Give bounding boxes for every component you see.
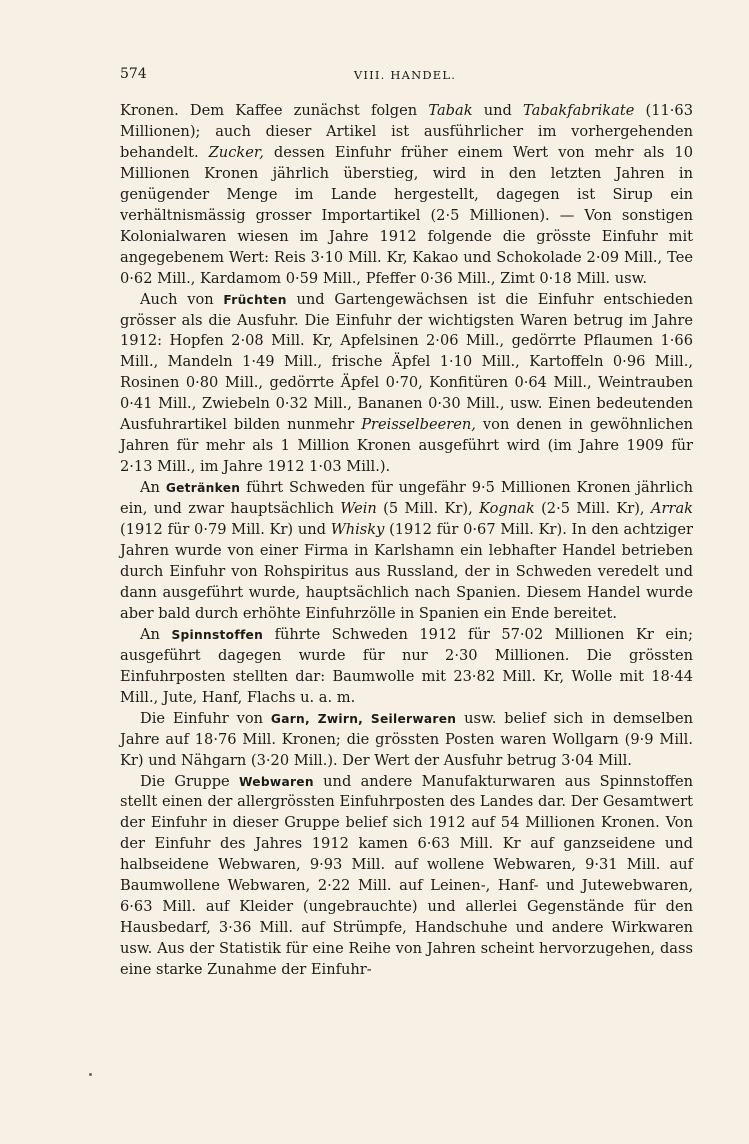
text-run: (11·63 Millionen); auch dieser Artikel ist ausführlicher im vorhergehenden behandelt. <box>120 102 694 161</box>
text-run: und Gartengewächsen ist die Einfuhr entschieden grösser als die Ausfuhr. Die Einfuhr der wichtigsten Waren betrug im Jahre 1912: Hopfen 2·08 Mill. Kr, Apfelsinen 2·06 Mill., gedörrte Pflaumen 1·66 Mill., Mandeln 1·49 Mill., frische Äpfel 1·10 Mill., Kartoffeln 0·96 Mill., Rosinen 0·80 Mill., gedörrte Äpfel 0·70, Konfitüren 0·64 Mill., Weintrauben 0·41 Mill., Zwiebeln 0·32 Mill., Bananen 0·30 Mill., usw. Einen bedeutenden Ausfuhrartikel bilden nunmehr <box>120 290 694 434</box>
emphasis-text: Arrak <box>650 500 693 518</box>
emphasis-text: Preisselbeeren, <box>361 416 476 434</box>
paragraph <box>120 478 693 625</box>
emphasis-text: Tabakfabrikate <box>523 102 635 119</box>
page-header <box>120 66 690 86</box>
text-run: führt Schweden für ungefähr 9·5 Millionen Kronen jährlich ein, und zwar hauptsächlich <box>120 479 693 518</box>
text-run: (1912 für 0·67 Mill. Kr). In den achtziger Jahren wurde von einer Firma in Karlshamn ein lebhafter Handel betrieben durch Einfuhr von Rohspiritus aus Russland, der in Schweden veredelt und dann ausgeführt wurde, hauptsächlich nach Spanien. Diesem Handel wurde aber bald durch erhöhte Einfuhrzölle in Spanien ein Ende bereitet. <box>120 521 693 622</box>
keyword-text: Garn, Zwirn, Seilerwaren <box>270 711 457 726</box>
emphasis-text: Tabak <box>428 102 473 119</box>
paragraph <box>120 290 693 479</box>
text-run: (2·5 Mill. Kr), <box>534 500 651 518</box>
keyword-text: Spinnstoffen <box>171 627 264 642</box>
text-run: Die Gruppe <box>140 772 239 790</box>
text-run: (1912 für 0·79 Mill. Kr) und <box>120 521 331 539</box>
text-run: von denen in gewöhnlichen Jahren für mehr als 1 Million Kronen ausgeführt wird (im Jahre 1909 für 2·13 Mill., im Jahre 1912 1·03 Mill.). <box>120 416 693 476</box>
text-run: usw. belief sich in demselben Jahre auf 18·76 Mill. Kronen; die grössten Posten waren Wollgarn (9·9 Mill. Kr) und Nähgarn (3·20 Mill.). Der Wert der Ausfuhr betrug 3·04 Mill. <box>120 709 693 769</box>
text-run: und andere Manufakturwaren aus Spinnstoffen stellt einen der allergrössten Einfuhrposten des Landes dar. Der Gesamtwert der Einfuhr in dieser Gruppe belief sich 1912 auf 54 Millionen Kronen. Von der Einfuhr des Jahres 1912 kamen 6·63 Mill. Kr auf ganzseidene und halbseidene Webwaren, 9·93 Mill. auf wollene Webwaren, 9·31 Mill. auf Baumwollene Webwaren, 2·22 Mill. auf Leinen-, Hanf- und Jutewebwaren, 6·63 Mill. auf Kleider (ungebrauchte) und allerlei Gegenstände für den Hausbedarf, 3·36 Mill. auf Strümpfe, Handschuhe und andere Wirkwaren usw. Aus der Statistik für eine Reihe von Jahren scheint hervorzugehen, dass eine starke Zunahme der Einfuhr- <box>120 772 693 979</box>
text-run: Die Einfuhr von <box>140 709 271 727</box>
body-text <box>120 101 693 981</box>
keyword-text: Früchten <box>223 292 287 307</box>
emphasis-text: Zucker, <box>208 143 264 161</box>
paragraph <box>120 625 693 709</box>
page-number: 574 <box>120 66 147 82</box>
text-run: führte Schweden 1912 für 57·02 Millionen Kr ein; ausgeführt dagegen wurde für nur 2·30 Millionen. Die grössten Einfuhrposten stellten dar: Baumwolle mit 23·82 Mill. Kr, Wolle mit 18·44 Mill., Jute, Hanf, Flachs u. a. m. <box>120 625 693 706</box>
margin-dot <box>89 1073 92 1076</box>
paragraph <box>120 101 693 290</box>
keyword-text: Webwaren <box>238 774 314 789</box>
emphasis-text: Wein <box>340 500 377 518</box>
text-run: (5 Mill. Kr), <box>376 500 480 518</box>
paragraph <box>120 709 693 772</box>
keyword-text: Getränken <box>165 481 241 496</box>
text-run: An <box>140 625 172 643</box>
running-title: VIII. HANDEL. <box>353 68 457 82</box>
text-run: und <box>472 102 524 119</box>
text-run: Kronen. Dem Kaffee zunächst folgen <box>120 102 429 119</box>
emphasis-text: Kognak <box>479 500 535 518</box>
text-run: dessen Einfuhr früher einem Wert von mehr als 10 Millionen Kronen jährlich überstieg, wird in den letzten Jahren in genügender Menge im Lande hergestellt, dagegen ist Sirup ein verhältnismässig grosser Importartikel (2·5 Millionen). — Von sonstigen Kolonialwaren wiesen im Jahre 1912 folgende die grösste Einfuhr mit angegebenem Wert: Reis 3·10 Mill. Kr, Kakao und Schokolade 2·09 Mill., Tee 0·62 Mill., Kardamom 0·59 Mill., Pfeffer 0·36 Mill., Zimt 0·18 Mill. usw. <box>120 143 693 287</box>
text-run: Auch von <box>140 290 224 308</box>
emphasis-text: Whisky <box>330 521 385 539</box>
paragraph <box>120 772 693 982</box>
text-run: An <box>140 479 166 497</box>
